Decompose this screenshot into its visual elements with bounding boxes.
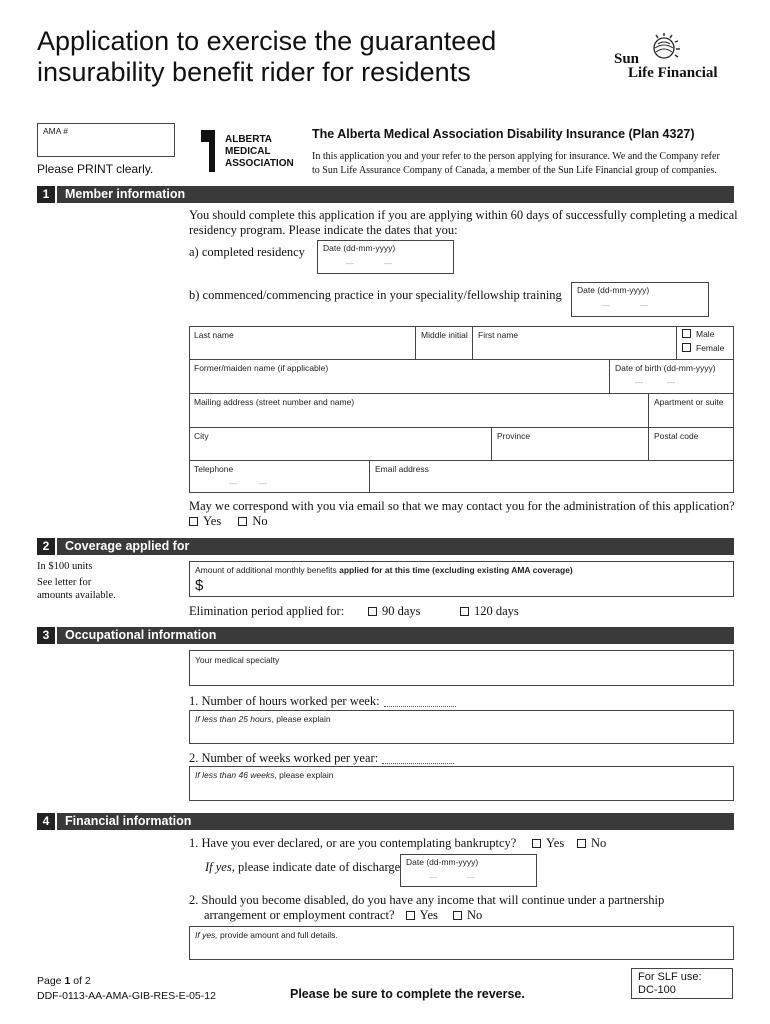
income-q-line-2-text: arrangement or employment contract?	[204, 908, 395, 922]
ama-logo	[197, 128, 297, 176]
dob-label: Date of birth (dd-mm-yyyy)	[615, 363, 716, 373]
discharge-date-field[interactable]	[400, 854, 537, 887]
discharge-rest: please indicate date of discharge	[234, 860, 401, 874]
bankruptcy-yes-label: Yes	[546, 836, 565, 850]
bankruptcy-yes-checkbox[interactable]	[532, 839, 541, 848]
hours-question: 1. Number of hours worked per week:	[189, 694, 380, 708]
date-separator: —	[429, 873, 437, 882]
province-field[interactable]	[491, 427, 648, 460]
section-title: Financial information	[65, 814, 192, 828]
weeks-explain-label	[195, 770, 333, 780]
intro-line-1: You should complete this application if you are applying within 60 days of successfully completing a medical	[189, 208, 738, 222]
former-name-label: Former/maiden name (if applicable)	[194, 363, 329, 373]
last-name-label: Last name	[194, 330, 234, 340]
date-separator: —	[346, 259, 354, 268]
plan-title: The Alberta Medical Association Disability Insurance (Plan 4327)	[312, 127, 695, 141]
details-italic: If yes,	[195, 930, 218, 940]
email-consent-yes[interactable]	[189, 514, 221, 528]
hours-explanation-field[interactable]	[189, 710, 734, 744]
hours-explain-rest: , please explain	[271, 714, 331, 724]
details-label	[195, 930, 338, 940]
telephone-label: Telephone	[194, 464, 234, 474]
elimination-90-days[interactable]	[368, 604, 421, 619]
date-label: Date (dd-mm-yyyy)	[406, 857, 479, 867]
weeks-question: 2. Number of weeks worked per year:	[189, 751, 379, 765]
yes-checkbox[interactable]	[189, 517, 198, 526]
income-question-line-1: 2. Should you become disabled, do you have any income that will continue under a partnership	[189, 893, 665, 907]
currency-symbol: $	[195, 577, 204, 594]
elimination-120-days[interactable]	[460, 604, 519, 619]
income-question-line-2	[189, 908, 664, 923]
intro-line-2: residency program. Please indicate the dates that you:	[189, 223, 458, 237]
checkbox-120-days[interactable]	[460, 607, 469, 616]
section-title: Coverage applied for	[65, 539, 190, 553]
income-yes-checkbox[interactable]	[406, 911, 415, 920]
specialty-label: Your medical specialty	[195, 655, 280, 665]
option-b-commenced-practice: b) commenced/commencing practice in your speciality/fellowship training	[189, 288, 562, 302]
brand-life-financial: Life Financial	[628, 65, 718, 81]
page-pre: Page	[37, 975, 65, 987]
telephone-field[interactable]	[189, 460, 369, 493]
discharge-italic: If yes,	[205, 860, 235, 874]
date-separator: —	[384, 259, 392, 268]
income-no[interactable]	[453, 908, 482, 922]
checkbox-90-days[interactable]	[368, 607, 377, 616]
slf-use-box	[631, 968, 733, 999]
city-label: City	[194, 431, 209, 441]
bankruptcy-no-checkbox[interactable]	[577, 839, 586, 848]
monthly-benefit-amount-field[interactable]	[189, 561, 734, 597]
sun-life-logo	[612, 32, 737, 82]
page-number	[37, 975, 91, 987]
letter-note-line-2: amounts available.	[37, 590, 116, 601]
yes-label: Yes	[203, 514, 222, 528]
date-separator: —	[602, 301, 610, 310]
bankruptcy-yes[interactable]	[532, 836, 564, 851]
ama-logo-text	[225, 134, 294, 170]
date-separator: —	[640, 301, 648, 310]
date-separator: —	[467, 873, 475, 882]
bankruptcy-question: 1. Have you ever declared, or are you contemplating bankruptcy?	[189, 836, 517, 850]
former-name-field[interactable]	[189, 359, 609, 393]
section-1-header	[37, 186, 734, 203]
weeks-input[interactable]	[382, 753, 454, 764]
section-number: 1	[37, 186, 57, 203]
date-separator: —	[667, 378, 675, 387]
email-consent-no[interactable]	[238, 514, 267, 528]
income-details-field[interactable]	[189, 926, 734, 960]
apartment-label: Apartment or suite	[654, 397, 724, 407]
plan-text	[312, 150, 720, 178]
first-name-label: First name	[478, 330, 519, 340]
letter-note-line-1: See letter for	[37, 577, 92, 588]
postal-code-label: Postal code	[654, 431, 699, 441]
page-current: 1	[64, 975, 71, 987]
slf-code: DC-100	[638, 984, 676, 996]
units-note: In $100 units	[37, 561, 93, 572]
title-line-1: Application to exercise the guaranteed	[37, 26, 497, 56]
details-rest: provide amount and full details.	[217, 930, 338, 940]
hours-explain-label	[195, 714, 331, 724]
middle-initial-label: Middle initial	[421, 330, 468, 340]
section-3-header	[37, 627, 734, 644]
section-number: 2	[37, 538, 57, 555]
no-checkbox[interactable]	[238, 517, 247, 526]
male-checkbox[interactable]	[682, 329, 691, 338]
ama-label: AMA #	[43, 126, 69, 136]
bankruptcy-no[interactable]	[577, 836, 606, 851]
hours-explain-italic: If less than 25 hours	[195, 714, 272, 724]
income-yes-label: Yes	[419, 908, 438, 922]
medical-specialty-field[interactable]	[189, 650, 734, 686]
ama-logo-line-2: MEDICAL	[225, 146, 271, 157]
amount-label-pre: Amount of additional monthly benefits	[195, 565, 340, 575]
section-1-intro	[189, 208, 738, 238]
ama-caduceus-icon	[197, 128, 219, 174]
date-separator: —	[635, 378, 643, 387]
label-120-days: 120 days	[474, 604, 519, 618]
section-2-header	[37, 538, 734, 555]
discharge-date-label	[205, 860, 400, 875]
male-option[interactable]	[682, 329, 714, 339]
income-no-checkbox[interactable]	[453, 911, 462, 920]
section-title: Member information	[65, 187, 186, 201]
amount-label	[195, 565, 573, 575]
female-label: Female	[696, 343, 725, 353]
email-consent-question: May we correspond with you via email so that we may contact you for the administration of this application?	[189, 499, 735, 513]
date-label: Date (dd-mm-yyyy)	[577, 285, 650, 295]
date-label: Date (dd-mm-yyyy)	[323, 243, 396, 253]
female-option[interactable]	[682, 343, 724, 353]
middle-initial-field[interactable]	[415, 326, 472, 359]
first-name-field[interactable]	[472, 326, 676, 359]
title-line-2: insurability benefit rider for residents	[37, 57, 471, 87]
slf-use-label: For SLF use:	[638, 971, 702, 983]
income-no-label: No	[467, 908, 483, 922]
email-label: Email address	[375, 464, 429, 474]
bankruptcy-no-label: No	[591, 836, 607, 850]
amount-label-bold: applied for at this time (excluding existing AMA coverage)	[339, 565, 573, 575]
section-number: 4	[37, 813, 57, 830]
email-field[interactable]	[369, 460, 734, 493]
date-of-birth-field[interactable]	[609, 359, 734, 393]
weeks-explanation-field[interactable]	[189, 766, 734, 801]
brand-sun: Sun	[614, 51, 640, 67]
male-label: Male	[696, 329, 715, 339]
female-checkbox[interactable]	[682, 343, 691, 352]
letter-note	[37, 576, 116, 602]
weeks-explain-rest: , please explain	[274, 770, 334, 780]
province-label: Province	[497, 431, 531, 441]
phone-separator: —	[229, 479, 237, 488]
income-yes[interactable]	[406, 908, 438, 922]
section-4-header	[37, 813, 734, 830]
weeks-explain-italic: If less than 46 weeks	[195, 770, 275, 780]
elimination-period-label: Elimination period applied for:	[189, 604, 345, 618]
apartment-field[interactable]	[648, 393, 734, 427]
mailing-address-field[interactable]	[189, 393, 648, 427]
label-90-days: 90 days	[382, 604, 421, 618]
city-field[interactable]	[189, 427, 491, 460]
page-post: of 2	[70, 975, 91, 987]
phone-separator: —	[259, 479, 267, 488]
commenced-practice-date-field[interactable]	[571, 282, 709, 317]
gender-options	[676, 326, 734, 359]
section-title: Occupational information	[65, 628, 217, 642]
form-code: DDF-0113-AA-AMA-GIB-RES-E-05-12	[37, 990, 216, 1002]
reverse-note: Please be sure to complete the reverse.	[290, 987, 525, 1001]
plan-text-line-2: to Sun Life Assurance Company of Canada, a member of the Sun Life Financial group of companies.	[312, 165, 717, 176]
completed-residency-date-field[interactable]	[317, 240, 454, 274]
option-a-completed-residency: a) completed residency	[189, 245, 305, 259]
email-consent-options	[189, 514, 268, 529]
no-label: No	[252, 514, 268, 528]
ama-logo-line-1: ALBERTA	[225, 134, 273, 145]
mailing-address-label: Mailing address (street number and name)	[194, 397, 355, 407]
plan-text-line-1: In this application you and your refer to the person applying for insurance. We and the Company refer	[312, 151, 720, 162]
income-question	[189, 893, 664, 923]
section-number: 3	[37, 627, 57, 644]
last-name-field[interactable]	[189, 326, 415, 359]
print-note: Please PRINT clearly.	[37, 162, 154, 176]
ama-number-field[interactable]	[37, 123, 175, 157]
postal-code-field[interactable]	[648, 427, 734, 460]
page-title	[37, 26, 496, 88]
ama-logo-line-3: ASSOCIATION	[225, 158, 294, 169]
hours-input[interactable]	[384, 696, 456, 707]
sun-icon	[642, 32, 682, 68]
